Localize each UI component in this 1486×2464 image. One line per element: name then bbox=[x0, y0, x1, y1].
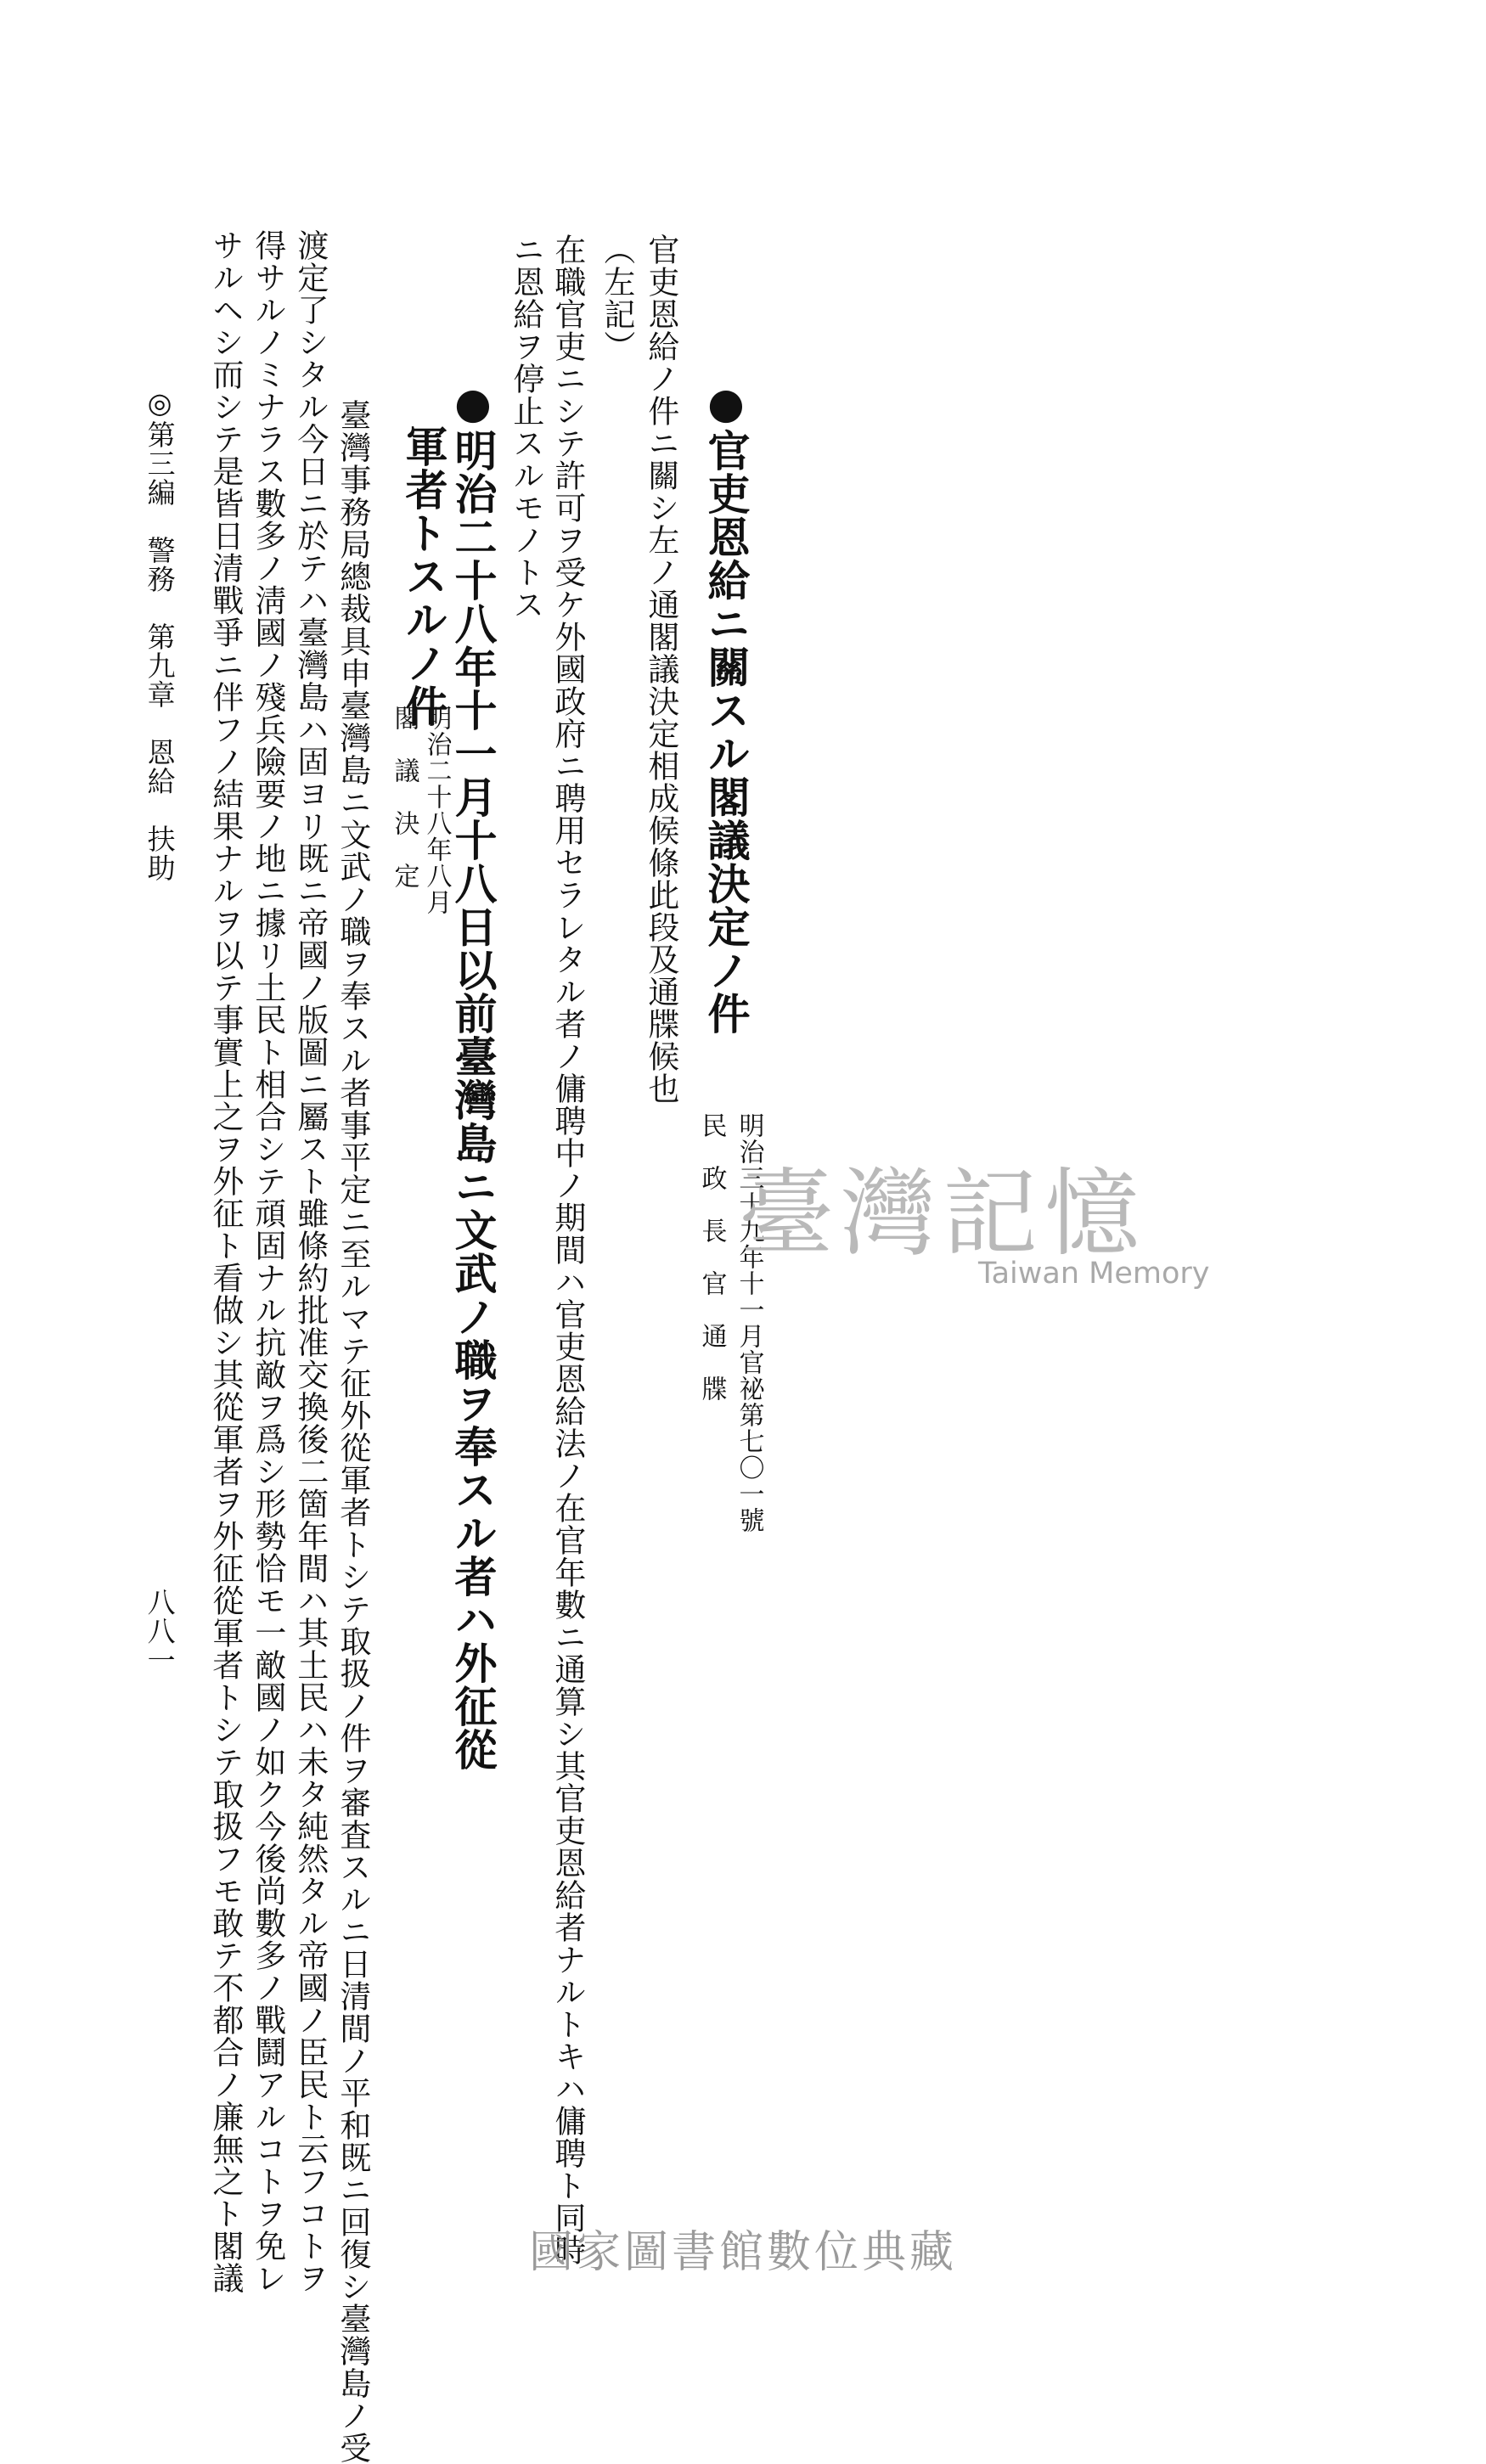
watermark-chars: 臺灣記憶 bbox=[739, 1159, 1146, 1269]
section2-body-line: 臺灣事務局總裁具申臺灣島ニ文武ノ職ヲ奉スル者事平定ニ至ルマテ征外從軍者トシテ取扱ノ件ヲ審査スルニ日清間ノ平和既ニ回復シ臺灣島ノ受 bbox=[334, 399, 371, 2464]
section2-title-line1: ●明治二十八年十一月十八日以前臺灣島ニ文武ノ職ヲ奉スル者ハ外征從 bbox=[447, 378, 498, 1771]
page-number: 八八一 bbox=[143, 1588, 177, 1674]
section1-ref-line1: 明治三十九年十一月官祕第七〇一號 bbox=[734, 1112, 764, 1533]
section2-ref-line1: 明治二十八年八月 bbox=[421, 705, 452, 915]
section1-title: ●官吏恩給ニ關スル閣議決定ノ件 bbox=[701, 378, 751, 1035]
section1-ref-line2: 民 政 長 官 通 牒 bbox=[696, 1112, 727, 1402]
section2-body-line: 渡定了シタル今日ニ於テハ臺灣島ハ固ヨリ既ニ帝國ノ版圖ニ屬スト雖條約批准交換後二箇年間ハ其土民ハ未タ純然タル帝國ノ臣民ト云フコトヲ bbox=[291, 229, 329, 2294]
watermark-english: Taiwan Memory bbox=[978, 1257, 1210, 1291]
archive-label: 國家圖書館數位典藏 bbox=[528, 2227, 957, 2278]
section2-body-line: 得サルノミナラス數多ノ淸國ノ殘兵險要ノ地ニ據リ土民ト相合シテ頑固ナル抗敵ヲ爲シ形勢恰モ一敵國ノ如ク今後尚數多ノ戰鬪アルコトヲ免レ bbox=[249, 229, 286, 2294]
section2-ref-line2: 閣 議 決 定 bbox=[389, 705, 419, 889]
section1-intro: 官吏恩給ノ件ニ關シ左ノ通閣議決定相成候條此段及通牒候也 bbox=[642, 233, 679, 1105]
taiwan-memory-watermark bbox=[739, 1138, 1214, 1308]
section1-body-line2: ニ恩給ヲ停止スルモノトス bbox=[507, 233, 544, 621]
section2-title-line2: 軍者トスルノ件 bbox=[398, 425, 449, 728]
section1-body-line1: 在職官吏ニシテ許可ヲ受ケ外國政府ニ聘用セラレタル者ノ傭聘中ノ期間ハ官吏恩給法ノ在官年數ニ通算シ其官吏恩給者ナルトキハ傭聘ト同時 bbox=[549, 233, 586, 2266]
section1-left-note: （左記） bbox=[598, 233, 635, 363]
section2-body-line: サルヘシ而シテ是皆日清戰爭ニ伴フノ結果ナルヲ以テ事實上之ヲ外征ト看做シ其從軍者ヲ外征從軍者トシテ取扱フモ敢テ不都合ノ廉無之ト閣議 bbox=[206, 229, 244, 2294]
chapter-footer: ◎第三編 警務 第九章 恩給 扶助 bbox=[143, 386, 177, 882]
